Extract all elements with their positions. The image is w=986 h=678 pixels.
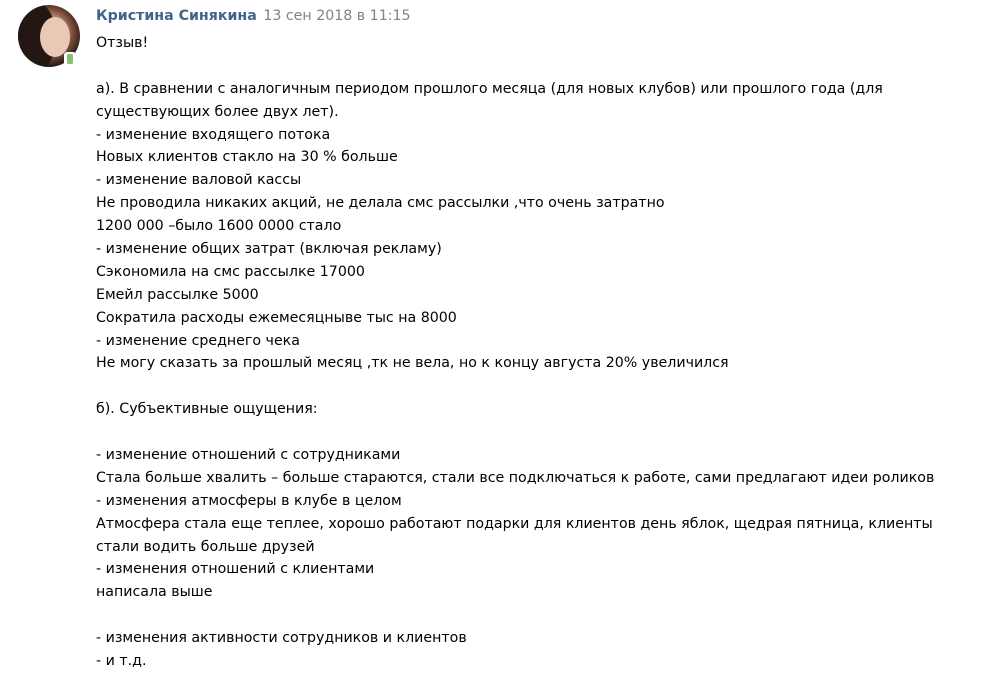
text-line: б). Субъективные ощущения:: [96, 401, 318, 418]
text-line: - изменение отношений с сотрудниками: [96, 447, 401, 464]
text-line: 1200 000 –было 1600 0000 стало: [96, 218, 342, 235]
text-line: Не могу сказать за прошлый месяц ,тк не вела, но к концу августа 20% увеличился: [96, 355, 729, 372]
text-line: Атмосфера стала еще теплее, хорошо работают подарки для клиентов день яблок, щедрая пятница, клиенты: [96, 515, 933, 532]
text-line: - и т.д.: [96, 653, 147, 670]
author-name-link[interactable]: Кристина Синякина: [96, 8, 257, 24]
post-date-link[interactable]: 13 сен 2018 в 11:15: [263, 8, 411, 24]
text-line: стали водить больше друзей: [96, 538, 315, 555]
text-line: [96, 421, 976, 444]
text-line: - изменения атмосферы в клубе в целом: [96, 492, 402, 509]
text-line: Стала больше хвалить – больше стараются, стали все подключаться к работе, сами предлагают идеи роликов: [96, 469, 935, 486]
text-line: написала выше: [96, 584, 213, 601]
text-line: - изменения отношений с клиентами: [96, 561, 375, 578]
text-line: Не проводила никаких акций, не делала смс рассылки ,что очень затратно: [96, 195, 665, 212]
text-line: [96, 55, 976, 78]
text-line: Сократила расходы ежемесяцныве тыс на 8000: [96, 309, 457, 326]
text-line: [96, 375, 976, 398]
text-line: - изменение валовой кассы: [96, 172, 302, 189]
post-header: [96, 6, 411, 26]
text-line: Новых клиентов стакло на 30 % больше: [96, 149, 398, 166]
text-line: а). В сравнении с аналогичным периодом прошлого месяца (для новых клубов) или прошлого года (для: [96, 80, 883, 97]
text-line: [96, 604, 976, 627]
mobile-online-icon: [64, 52, 76, 66]
text-line: существующих более двух лет).: [96, 103, 339, 120]
text-line: - изменение среднего чека: [96, 332, 300, 349]
text-line: - изменение общих затрат (включая рекламу): [96, 241, 442, 258]
text-line: Емейл рассылке 5000: [96, 286, 259, 303]
post-text: [96, 32, 976, 673]
text-line: Отзыв!: [96, 35, 149, 51]
text-line: - изменение входящего потока: [96, 126, 331, 143]
text-line: - изменения активности сотрудников и клиентов: [96, 630, 467, 647]
avatar-face: [40, 17, 70, 57]
text-line: Сэкономила на смс рассылке 17000: [96, 263, 365, 280]
phone-glyph: [67, 54, 73, 64]
